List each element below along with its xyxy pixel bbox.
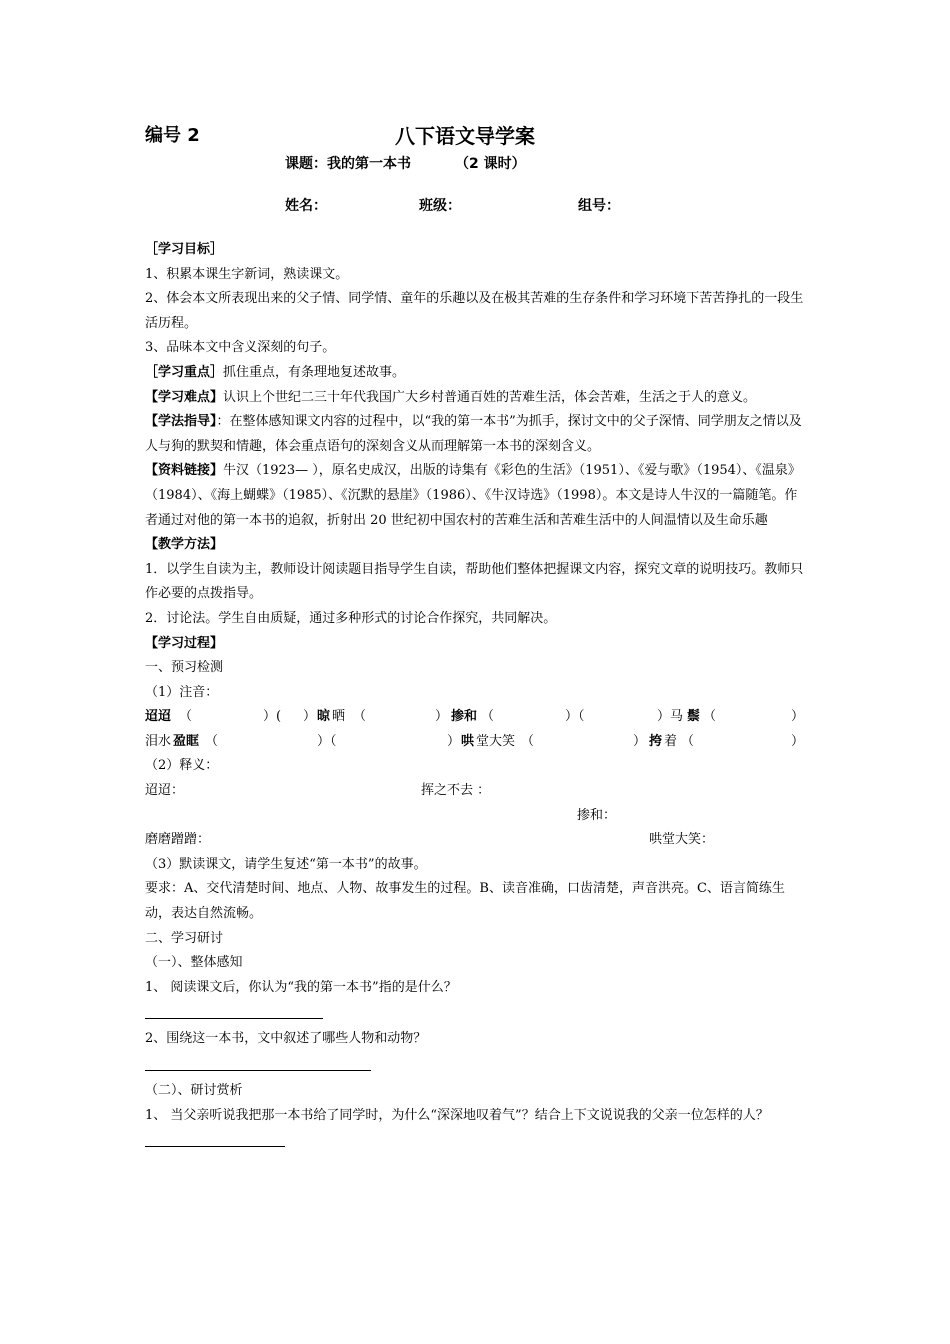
paren: ） <box>303 709 317 725</box>
paren: （ <box>681 733 695 749</box>
phonetic-label: （1）注音： <box>145 684 219 700</box>
goal-item: 3、品味本文中含义深刻的句子。 <box>145 340 336 356</box>
resource-text: 牛汉（1923— ），原名史成汉，出版的诗集有《彩色的生活》（1951）、《爱与歌》（1954）、《温泉》（1984）、《海上蝴蝶》（1985）、《沉默的悬崖》（1986）、《牛汉诗选》（1998）。本文是诗人牛汉的一篇随笔。作者通过对他的第一本书的追叙，折射出 20 世纪初中国农村的苦难生活和苦难生活中的人间温情以及生命乐趣 <box>145 463 801 528</box>
paren: ）（ <box>565 709 585 725</box>
phonetic-word: 晾 <box>317 709 331 725</box>
phonetic-word: 哄 <box>461 733 475 749</box>
teaching-item: 2．讨论法。学生自由质疑，通过多种形式的讨论合作探究，共同解决。 <box>145 610 557 626</box>
key-point-text: 抓住重点，有条理地复述故事。 <box>223 364 406 380</box>
define-item: 挥之不去 ： <box>421 783 491 799</box>
paren: ）马 <box>657 709 684 725</box>
answer-line[interactable] <box>145 1006 323 1019</box>
paren: ） <box>435 709 449 725</box>
question-3: 1、 当父亲听说我把那一本书给了同学时，为什么“深深地叹着气”？结合上下文说说我的父亲一位怎样的人？ <box>145 1107 769 1123</box>
goal-item: 2、体会本文所表现出来的父子情、同学情、童年的乐趣以及在极其苦难的生存条件和学习环境下苦苦挣扎的一段生活历程。 <box>145 291 804 331</box>
phonetic-word: 挎 <box>649 733 663 749</box>
define-item: 磨磨蹭蹭： <box>145 832 211 848</box>
resource-link <box>145 459 810 533</box>
paren: ） <box>633 733 647 749</box>
teaching-heading: 【教学方法】 <box>145 537 224 553</box>
method-guide <box>145 410 810 459</box>
define-item: 哄堂大笑： <box>649 832 715 848</box>
group-label: 组号： <box>578 198 620 214</box>
paren: ） <box>791 733 805 749</box>
method-guide-text: ：在整体感知课文内容的过程中，以“我的第一本书”为抓手，探讨文中的父子深情、同学朋友之情以及人与狗的默契和情趣，体会重点语句的深刻含义从而理解第一本书的深刻含义。 <box>145 414 802 454</box>
define-row-1 <box>145 779 810 804</box>
answer-line[interactable] <box>145 1134 285 1147</box>
process-heading: 【学习过程】 <box>145 635 224 651</box>
paren: （ <box>703 709 717 725</box>
goals-heading: ［学习目标］ <box>145 242 224 257</box>
resource-label: 【资料链接】 <box>145 463 224 479</box>
key-point-label: ［学习重点］ <box>145 364 224 380</box>
define-item: 迢迢： <box>145 783 185 799</box>
phonetic-word-rest: 堂大笑 <box>476 733 516 749</box>
answer-line[interactable] <box>145 1058 371 1071</box>
paren: ）( <box>263 709 282 725</box>
teaching-item: 1．以学生自读为主，教师设计阅读题目指导学生自读，帮助他们整体把握课文内容，探究文章的说明技巧。教师只作必要的点拨指导。 <box>145 561 804 602</box>
phonetic-word-rest: 着 <box>664 733 678 749</box>
question-2: 2、围绕这一本书，文中叙述了哪些人物和动物？ <box>145 1031 427 1047</box>
goal-item: 1、积累本课生字新词，熟读课文。 <box>145 266 349 282</box>
lesson-line <box>145 152 810 192</box>
lesson-hours: （2 课时） <box>455 156 526 172</box>
method-guide-label: 【学法指导】 <box>145 414 217 430</box>
difficulty-label: 【学习难点】 <box>145 389 224 405</box>
question-1: 1、 阅读课文后，你认为“我的第一本书”指的是什么？ <box>145 979 457 995</box>
document-header <box>145 120 810 152</box>
phonetic-word: 盈眶 <box>173 733 200 749</box>
paren: （ <box>205 733 219 749</box>
phonetic-word: 鬃 <box>687 709 701 725</box>
lesson-title: 课题：我的第一本书 <box>285 156 411 172</box>
difficulty <box>145 386 810 411</box>
paren: （ <box>353 709 367 725</box>
paren: ） <box>447 733 461 749</box>
define-row-3 <box>145 828 810 853</box>
doc-number: 编号 2 <box>145 125 200 146</box>
paren: ） <box>791 709 805 725</box>
paren: （ <box>521 733 535 749</box>
section1-heading: （一）、整体感知 <box>145 955 243 971</box>
paren: （ <box>179 709 193 725</box>
phonetic-row-2 <box>145 730 810 755</box>
name-label: 姓名： <box>285 198 327 214</box>
phonetic-word: 迢迢 <box>145 709 172 725</box>
paren: ）（ <box>317 733 337 749</box>
part2-heading: 二、学习研讨 <box>145 930 224 946</box>
phonetic-word-rest: 晒 <box>332 709 346 725</box>
define-label: （2）释义： <box>145 758 219 774</box>
doc-title: 八下语文导学案 <box>395 124 535 148</box>
difficulty-text: 认识上个世纪二三十年代我国广大乡村普通百姓的苦难生活，体会苦难，生活之于人的意义。 <box>223 389 757 405</box>
part1-heading: 一、预习检测 <box>145 660 224 676</box>
section2-heading: （二）、研讨赏析 <box>145 1083 243 1098</box>
retell-requirement: 要求：A、交代清楚时间、地点、人物、故事发生的过程。B、读音准确，口齿清楚，声音洪亮。C、语言简练生动，表达自然流畅。 <box>145 881 785 922</box>
paren: （ <box>481 709 495 725</box>
class-label: 班级： <box>419 198 461 214</box>
phonetic-word: 掺和 <box>451 709 478 725</box>
retell-task: （3）默读课文，请学生复述“第一本书”的故事。 <box>145 856 427 872</box>
phonetic-row-1 <box>145 705 810 730</box>
document-page <box>145 120 810 1155</box>
student-info-line <box>145 192 810 238</box>
key-point <box>145 361 810 386</box>
phonetic-word-prefix: 泪水 <box>145 733 172 749</box>
define-row-2 <box>145 804 810 829</box>
define-item: 掺和： <box>577 807 617 823</box>
